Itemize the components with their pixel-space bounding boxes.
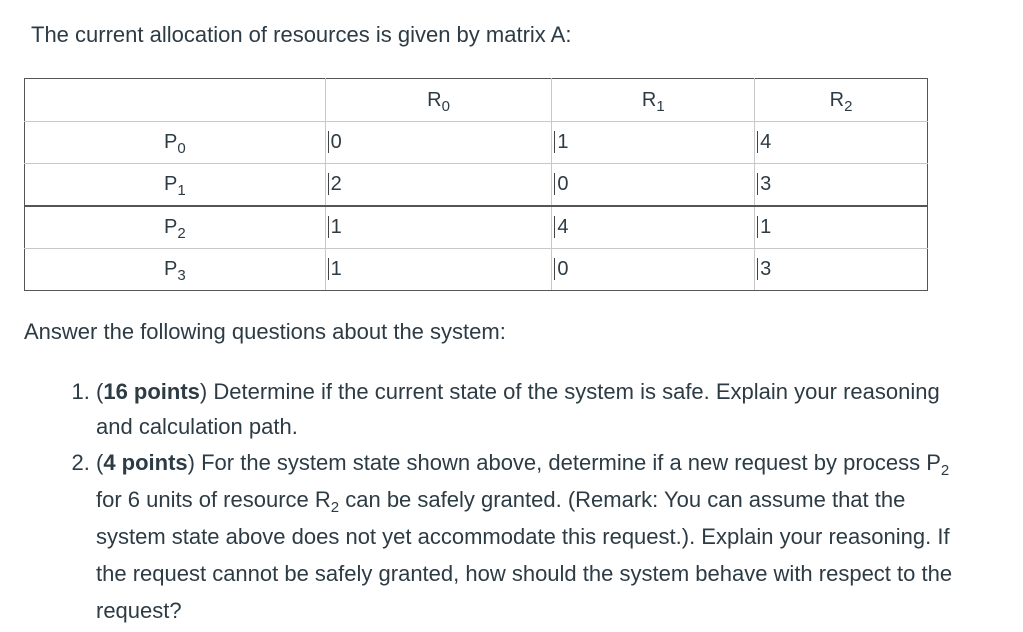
allocation-matrix	[24, 78, 928, 291]
row-label-p3: $P_3$	[25, 249, 326, 291]
intro-text: The current allocation of resources is given by matrix A:	[31, 22, 572, 47]
cell-p1-r1: 0	[552, 164, 755, 207]
question-1: 1. (16 points) Determine if the current state of the system is safe. Explain your reasoning and calculation path.	[96, 374, 976, 444]
table-row	[25, 206, 928, 249]
cell-p2-r1: 4	[552, 206, 755, 249]
row-label-p1: $P_1$	[25, 164, 326, 207]
question-1-points: 16 points	[103, 379, 200, 404]
cell-p1-r0: 2	[325, 164, 552, 207]
cell-p2-r2: 1	[755, 206, 928, 249]
cell-p0-r2: 4	[755, 122, 928, 164]
row-label-p2: $P_2$	[25, 206, 326, 249]
header-r1: $R_1$	[552, 79, 755, 122]
cell-p0-r0: 0	[325, 122, 552, 164]
cell-p1-r2: 3	[755, 164, 928, 207]
header-empty	[25, 79, 326, 122]
row-label-p0: $P_0$	[25, 122, 326, 164]
table-row	[25, 249, 928, 291]
question-2-points: 4 points	[103, 450, 188, 475]
table-header-row	[25, 79, 928, 122]
table-row	[25, 164, 928, 207]
cell-p3-r0: 1	[325, 249, 552, 291]
question-2: 2. (4 points) For the system state shown above, determine if a new request by process $P_2$ for 6 units of resource $R_2$ can be safely granted. (Remark: You can assume that the system state above does not yet accommodate this request.). Explain your reasoning. If the request cannot be safely granted, how should the system behave with respect to the request?	[96, 444, 976, 629]
cell-p0-r1: 1	[552, 122, 755, 164]
cell-p3-r2: 3	[755, 249, 928, 291]
question-list	[60, 374, 976, 629]
answer-heading: Answer the following questions about the system:	[24, 319, 506, 344]
table-row	[25, 122, 928, 164]
header-r2: $R_2$	[755, 79, 928, 122]
header-r0: $R_0$	[325, 79, 552, 122]
cell-p2-r0: 1	[325, 206, 552, 249]
cell-p3-r1: 0	[552, 249, 755, 291]
